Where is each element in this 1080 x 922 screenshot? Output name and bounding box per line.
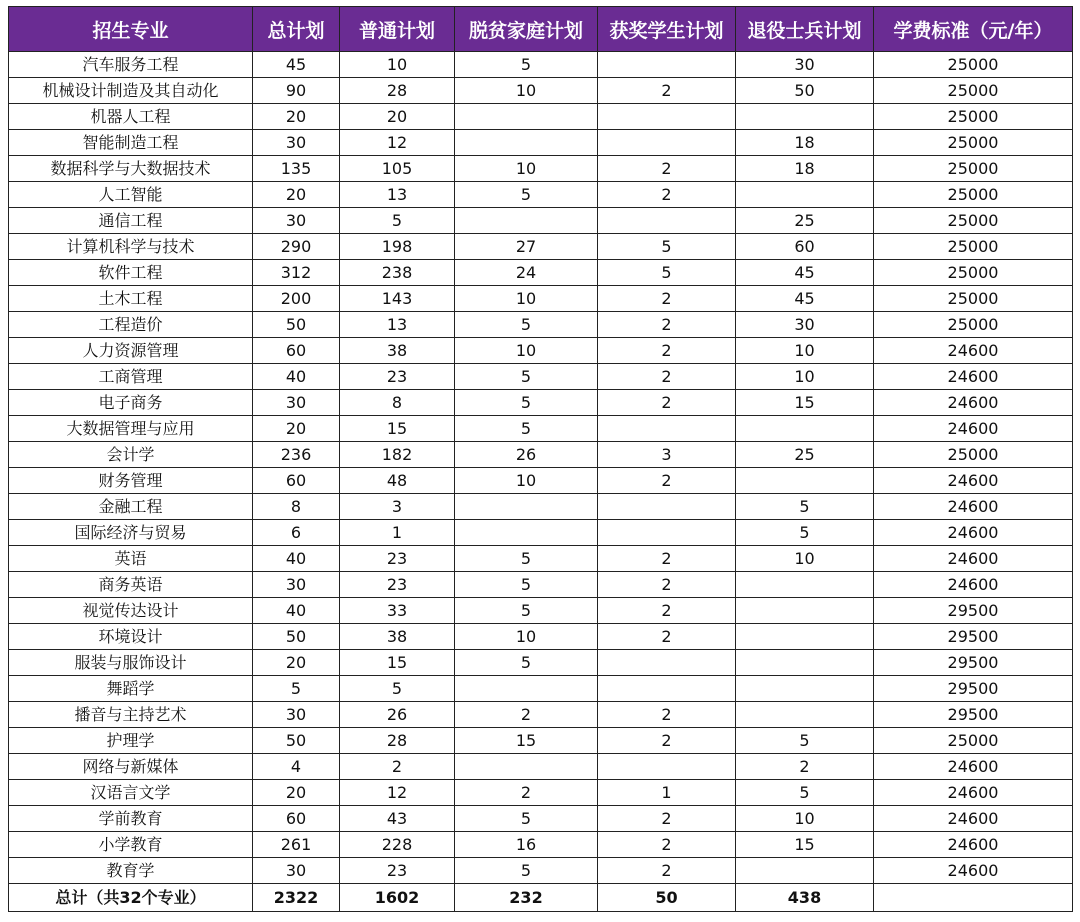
cell-poverty-family-plan: 10 — [455, 338, 598, 364]
cell-tuition: 25000 — [874, 52, 1073, 78]
cell-major: 服装与服饰设计 — [9, 650, 253, 676]
cell-award-student-plan: 2 — [598, 546, 736, 572]
header-total-plan: 总计划 — [253, 7, 340, 52]
cell-poverty-family-plan: 27 — [455, 234, 598, 260]
table-row — [9, 338, 1073, 364]
cell-veteran-plan: 30 — [736, 52, 874, 78]
cell-major: 教育学 — [9, 858, 253, 884]
cell-veteran-plan: 25 — [736, 208, 874, 234]
cell-regular-plan: 105 — [340, 156, 455, 182]
cell-award-student-plan: 2 — [598, 286, 736, 312]
cell-poverty-family-plan — [455, 130, 598, 156]
cell-poverty-family-plan: 10 — [455, 286, 598, 312]
cell-poverty-family-plan — [455, 494, 598, 520]
cell-tuition: 24600 — [874, 494, 1073, 520]
cell-veteran-plan — [736, 650, 874, 676]
table-row — [9, 650, 1073, 676]
cell-total-plan: 50 — [253, 728, 340, 754]
cell-major: 人力资源管理 — [9, 338, 253, 364]
cell-total-plan: 135 — [253, 156, 340, 182]
cell-poverty-family-plan — [455, 520, 598, 546]
cell-tuition: 24600 — [874, 780, 1073, 806]
cell-poverty-family-plan: 16 — [455, 832, 598, 858]
cell-total-plan: 20 — [253, 416, 340, 442]
cell-major: 人工智能 — [9, 182, 253, 208]
cell-veteran-plan — [736, 416, 874, 442]
cell-poverty-family-plan: 5 — [455, 52, 598, 78]
cell-major: 电子商务 — [9, 390, 253, 416]
cell-regular-plan: 26 — [340, 702, 455, 728]
cell-veteran-plan — [736, 182, 874, 208]
table-row — [9, 182, 1073, 208]
cell-tuition: 25000 — [874, 182, 1073, 208]
cell-regular-plan: 15 — [340, 416, 455, 442]
cell-total-plan: 8 — [253, 494, 340, 520]
cell-major: 计算机科学与技术 — [9, 234, 253, 260]
cell-poverty-family-plan: 10 — [455, 468, 598, 494]
cell-regular-plan: 23 — [340, 858, 455, 884]
cell-tuition: 25000 — [874, 728, 1073, 754]
cell-award-student-plan: 5 — [598, 234, 736, 260]
cell-major: 会计学 — [9, 442, 253, 468]
cell-award-student-plan: 2 — [598, 572, 736, 598]
cell-regular-plan: 12 — [340, 130, 455, 156]
table-total-row — [9, 884, 1073, 912]
table-row — [9, 156, 1073, 182]
table-row — [9, 312, 1073, 338]
cell-veteran-plan: 5 — [736, 728, 874, 754]
poverty-plan-sum: 232 — [455, 884, 598, 912]
cell-total-plan: 200 — [253, 286, 340, 312]
cell-poverty-family-plan: 5 — [455, 858, 598, 884]
cell-regular-plan: 33 — [340, 598, 455, 624]
cell-total-plan: 45 — [253, 52, 340, 78]
cell-major: 工程造价 — [9, 312, 253, 338]
cell-poverty-family-plan: 5 — [455, 650, 598, 676]
cell-award-student-plan: 2 — [598, 312, 736, 338]
table-row — [9, 78, 1073, 104]
cell-regular-plan: 143 — [340, 286, 455, 312]
table-row — [9, 676, 1073, 702]
cell-regular-plan: 23 — [340, 546, 455, 572]
total-label: 总计（共32个专业） — [9, 884, 253, 912]
cell-major: 大数据管理与应用 — [9, 416, 253, 442]
cell-regular-plan: 28 — [340, 728, 455, 754]
cell-poverty-family-plan — [455, 208, 598, 234]
cell-poverty-family-plan: 15 — [455, 728, 598, 754]
cell-tuition: 25000 — [874, 260, 1073, 286]
header-veteran-plan: 退役士兵计划 — [736, 7, 874, 52]
cell-major: 学前教育 — [9, 806, 253, 832]
cell-major: 国际经济与贸易 — [9, 520, 253, 546]
cell-poverty-family-plan — [455, 754, 598, 780]
cell-award-student-plan — [598, 52, 736, 78]
table-body — [9, 52, 1073, 884]
cell-veteran-plan — [736, 858, 874, 884]
cell-major: 财务管理 — [9, 468, 253, 494]
cell-tuition: 24600 — [874, 858, 1073, 884]
table-row — [9, 208, 1073, 234]
cell-tuition: 25000 — [874, 104, 1073, 130]
cell-major: 通信工程 — [9, 208, 253, 234]
cell-total-plan: 4 — [253, 754, 340, 780]
cell-veteran-plan: 5 — [736, 494, 874, 520]
cell-poverty-family-plan: 5 — [455, 806, 598, 832]
cell-poverty-family-plan — [455, 676, 598, 702]
cell-award-student-plan — [598, 676, 736, 702]
cell-award-student-plan: 2 — [598, 624, 736, 650]
cell-veteran-plan: 10 — [736, 364, 874, 390]
header-award-student-plan: 获奖学生计划 — [598, 7, 736, 52]
table-row — [9, 416, 1073, 442]
cell-total-plan: 30 — [253, 858, 340, 884]
cell-veteran-plan: 10 — [736, 806, 874, 832]
cell-poverty-family-plan: 26 — [455, 442, 598, 468]
cell-tuition: 24600 — [874, 468, 1073, 494]
cell-major: 智能制造工程 — [9, 130, 253, 156]
cell-award-student-plan: 2 — [598, 78, 736, 104]
cell-total-plan: 60 — [253, 338, 340, 364]
cell-award-student-plan — [598, 650, 736, 676]
cell-total-plan: 50 — [253, 624, 340, 650]
cell-veteran-plan: 18 — [736, 130, 874, 156]
header-tuition: 学费标准（元/年） — [874, 7, 1073, 52]
cell-regular-plan: 238 — [340, 260, 455, 286]
cell-major: 商务英语 — [9, 572, 253, 598]
cell-regular-plan: 8 — [340, 390, 455, 416]
cell-total-plan: 5 — [253, 676, 340, 702]
cell-major: 机械设计制造及其自动化 — [9, 78, 253, 104]
cell-poverty-family-plan: 5 — [455, 312, 598, 338]
cell-award-student-plan: 2 — [598, 598, 736, 624]
cell-regular-plan: 23 — [340, 572, 455, 598]
cell-tuition: 24600 — [874, 520, 1073, 546]
cell-total-plan: 20 — [253, 182, 340, 208]
cell-major: 播音与主持艺术 — [9, 702, 253, 728]
cell-total-plan: 6 — [253, 520, 340, 546]
cell-regular-plan: 20 — [340, 104, 455, 130]
table-row — [9, 572, 1073, 598]
cell-poverty-family-plan: 10 — [455, 78, 598, 104]
cell-award-student-plan — [598, 130, 736, 156]
cell-regular-plan: 182 — [340, 442, 455, 468]
table-header-row — [9, 7, 1073, 52]
table-row — [9, 468, 1073, 494]
cell-regular-plan: 228 — [340, 832, 455, 858]
cell-major: 护理学 — [9, 728, 253, 754]
table-row — [9, 520, 1073, 546]
cell-veteran-plan: 5 — [736, 780, 874, 806]
cell-major: 土木工程 — [9, 286, 253, 312]
veteran-plan-sum: 438 — [736, 884, 874, 912]
cell-tuition: 24600 — [874, 832, 1073, 858]
cell-major: 金融工程 — [9, 494, 253, 520]
cell-total-plan: 20 — [253, 780, 340, 806]
cell-award-student-plan: 2 — [598, 468, 736, 494]
cell-tuition: 25000 — [874, 286, 1073, 312]
header-regular-plan: 普通计划 — [340, 7, 455, 52]
cell-major: 数据科学与大数据技术 — [9, 156, 253, 182]
cell-award-student-plan: 2 — [598, 702, 736, 728]
cell-award-student-plan — [598, 754, 736, 780]
cell-tuition: 29500 — [874, 624, 1073, 650]
cell-award-student-plan: 2 — [598, 182, 736, 208]
cell-regular-plan: 38 — [340, 624, 455, 650]
cell-award-student-plan: 2 — [598, 806, 736, 832]
cell-veteran-plan — [736, 598, 874, 624]
cell-tuition: 29500 — [874, 676, 1073, 702]
cell-major: 汽车服务工程 — [9, 52, 253, 78]
cell-tuition: 24600 — [874, 572, 1073, 598]
cell-regular-plan: 23 — [340, 364, 455, 390]
cell-award-student-plan — [598, 416, 736, 442]
cell-regular-plan: 13 — [340, 182, 455, 208]
cell-total-plan: 30 — [253, 572, 340, 598]
table-row — [9, 104, 1073, 130]
cell-award-student-plan — [598, 208, 736, 234]
cell-award-student-plan: 2 — [598, 858, 736, 884]
cell-regular-plan: 15 — [340, 650, 455, 676]
table-row — [9, 260, 1073, 286]
cell-award-student-plan — [598, 494, 736, 520]
cell-veteran-plan: 50 — [736, 78, 874, 104]
cell-major: 舞蹈学 — [9, 676, 253, 702]
cell-total-plan: 30 — [253, 208, 340, 234]
cell-award-student-plan: 1 — [598, 780, 736, 806]
cell-tuition: 24600 — [874, 416, 1073, 442]
cell-total-plan: 40 — [253, 546, 340, 572]
cell-total-plan: 40 — [253, 598, 340, 624]
table-row — [9, 364, 1073, 390]
cell-regular-plan: 5 — [340, 676, 455, 702]
cell-regular-plan: 3 — [340, 494, 455, 520]
cell-tuition: 25000 — [874, 208, 1073, 234]
cell-veteran-plan — [736, 702, 874, 728]
cell-veteran-plan: 30 — [736, 312, 874, 338]
table-row — [9, 598, 1073, 624]
cell-regular-plan: 48 — [340, 468, 455, 494]
enrollment-plan-table — [8, 6, 1073, 912]
cell-regular-plan: 12 — [340, 780, 455, 806]
cell-total-plan: 30 — [253, 390, 340, 416]
cell-tuition: 29500 — [874, 650, 1073, 676]
cell-total-plan: 90 — [253, 78, 340, 104]
award-plan-sum: 50 — [598, 884, 736, 912]
cell-poverty-family-plan: 24 — [455, 260, 598, 286]
cell-tuition: 29500 — [874, 598, 1073, 624]
cell-veteran-plan — [736, 572, 874, 598]
cell-total-plan: 30 — [253, 130, 340, 156]
cell-regular-plan: 38 — [340, 338, 455, 364]
cell-major: 小学教育 — [9, 832, 253, 858]
cell-award-student-plan: 3 — [598, 442, 736, 468]
cell-tuition: 24600 — [874, 364, 1073, 390]
cell-veteran-plan — [736, 676, 874, 702]
cell-veteran-plan — [736, 104, 874, 130]
table-row — [9, 546, 1073, 572]
cell-regular-plan: 43 — [340, 806, 455, 832]
cell-poverty-family-plan: 5 — [455, 598, 598, 624]
cell-major: 工商管理 — [9, 364, 253, 390]
table-row — [9, 234, 1073, 260]
cell-award-student-plan — [598, 104, 736, 130]
table-row — [9, 702, 1073, 728]
cell-poverty-family-plan: 10 — [455, 156, 598, 182]
cell-major: 网络与新媒体 — [9, 754, 253, 780]
cell-tuition: 25000 — [874, 234, 1073, 260]
cell-tuition: 25000 — [874, 312, 1073, 338]
header-major: 招生专业 — [9, 7, 253, 52]
cell-award-student-plan: 2 — [598, 156, 736, 182]
cell-poverty-family-plan: 2 — [455, 780, 598, 806]
table-row — [9, 780, 1073, 806]
cell-award-student-plan: 5 — [598, 260, 736, 286]
cell-award-student-plan: 2 — [598, 728, 736, 754]
cell-poverty-family-plan: 5 — [455, 364, 598, 390]
table-row — [9, 390, 1073, 416]
table-row — [9, 728, 1073, 754]
cell-award-student-plan — [598, 520, 736, 546]
cell-veteran-plan: 18 — [736, 156, 874, 182]
cell-regular-plan: 1 — [340, 520, 455, 546]
table-row — [9, 754, 1073, 780]
cell-poverty-family-plan: 2 — [455, 702, 598, 728]
cell-poverty-family-plan: 5 — [455, 546, 598, 572]
cell-poverty-family-plan: 5 — [455, 416, 598, 442]
cell-tuition: 24600 — [874, 754, 1073, 780]
cell-poverty-family-plan — [455, 104, 598, 130]
table-row — [9, 624, 1073, 650]
cell-tuition: 24600 — [874, 806, 1073, 832]
cell-tuition: 29500 — [874, 702, 1073, 728]
header-poverty-family-plan: 脱贫家庭计划 — [455, 7, 598, 52]
cell-veteran-plan: 45 — [736, 260, 874, 286]
table-row — [9, 858, 1073, 884]
cell-total-plan: 261 — [253, 832, 340, 858]
cell-major: 视觉传达设计 — [9, 598, 253, 624]
cell-total-plan: 50 — [253, 312, 340, 338]
cell-veteran-plan: 45 — [736, 286, 874, 312]
cell-award-student-plan: 2 — [598, 338, 736, 364]
cell-tuition: 25000 — [874, 442, 1073, 468]
cell-veteran-plan — [736, 624, 874, 650]
cell-veteran-plan: 2 — [736, 754, 874, 780]
table-row — [9, 286, 1073, 312]
tuition-sum — [874, 884, 1073, 912]
cell-veteran-plan: 15 — [736, 832, 874, 858]
cell-award-student-plan: 2 — [598, 364, 736, 390]
cell-total-plan: 60 — [253, 806, 340, 832]
cell-veteran-plan: 5 — [736, 520, 874, 546]
cell-award-student-plan: 2 — [598, 832, 736, 858]
cell-regular-plan: 2 — [340, 754, 455, 780]
cell-major: 英语 — [9, 546, 253, 572]
cell-tuition: 24600 — [874, 390, 1073, 416]
cell-tuition: 24600 — [874, 338, 1073, 364]
cell-total-plan: 20 — [253, 650, 340, 676]
cell-regular-plan: 10 — [340, 52, 455, 78]
cell-major: 环境设计 — [9, 624, 253, 650]
enrollment-plan-table-container — [8, 6, 1073, 912]
table-row — [9, 832, 1073, 858]
cell-veteran-plan: 10 — [736, 546, 874, 572]
regular-plan-sum: 1602 — [340, 884, 455, 912]
cell-total-plan: 236 — [253, 442, 340, 468]
cell-poverty-family-plan: 5 — [455, 572, 598, 598]
cell-veteran-plan: 60 — [736, 234, 874, 260]
total-plan-sum: 2322 — [253, 884, 340, 912]
cell-veteran-plan: 15 — [736, 390, 874, 416]
cell-total-plan: 60 — [253, 468, 340, 494]
cell-regular-plan: 28 — [340, 78, 455, 104]
cell-poverty-family-plan: 5 — [455, 390, 598, 416]
cell-regular-plan: 5 — [340, 208, 455, 234]
cell-veteran-plan — [736, 468, 874, 494]
cell-award-student-plan: 2 — [598, 390, 736, 416]
cell-poverty-family-plan: 10 — [455, 624, 598, 650]
table-row — [9, 494, 1073, 520]
cell-regular-plan: 13 — [340, 312, 455, 338]
cell-total-plan: 290 — [253, 234, 340, 260]
cell-regular-plan: 198 — [340, 234, 455, 260]
cell-total-plan: 30 — [253, 702, 340, 728]
cell-total-plan: 40 — [253, 364, 340, 390]
cell-tuition: 24600 — [874, 546, 1073, 572]
cell-tuition: 25000 — [874, 130, 1073, 156]
cell-major: 汉语言文学 — [9, 780, 253, 806]
cell-tuition: 25000 — [874, 156, 1073, 182]
cell-poverty-family-plan: 5 — [455, 182, 598, 208]
cell-total-plan: 20 — [253, 104, 340, 130]
cell-tuition: 25000 — [874, 78, 1073, 104]
cell-veteran-plan: 10 — [736, 338, 874, 364]
table-row — [9, 442, 1073, 468]
table-row — [9, 52, 1073, 78]
cell-total-plan: 312 — [253, 260, 340, 286]
table-row — [9, 130, 1073, 156]
table-row — [9, 806, 1073, 832]
cell-veteran-plan: 25 — [736, 442, 874, 468]
cell-major: 机器人工程 — [9, 104, 253, 130]
cell-major: 软件工程 — [9, 260, 253, 286]
